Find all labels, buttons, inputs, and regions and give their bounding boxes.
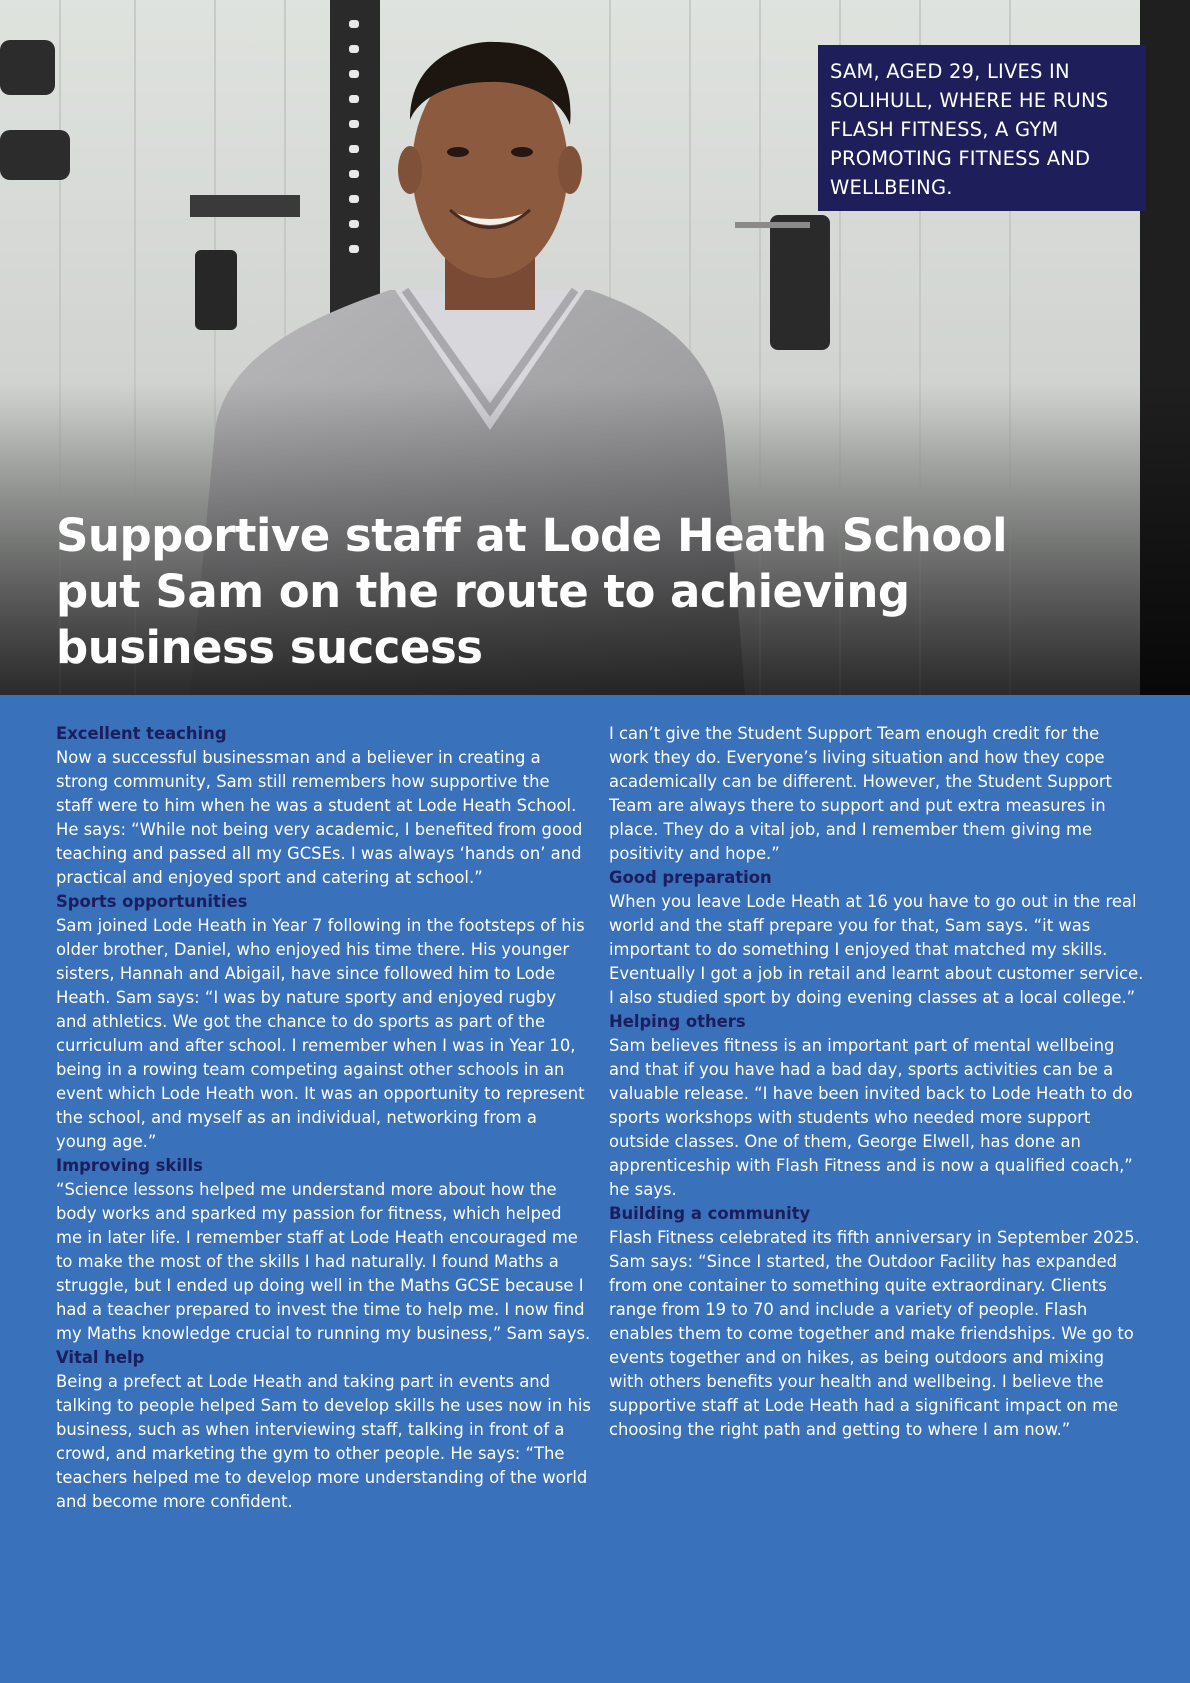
headline-line: business success <box>56 621 483 674</box>
headline-line: put Sam on the route to achieving <box>56 565 910 618</box>
section-body: Sam believes fitness is an important part of mental wellbeing and that if you have had a bad day, sports activities can be a valuable release. “I have been invited back to Lode Heath to do sports workshops with students who needed more support outside classes. One of them, George Elwell, has done an apprenticeship with Flash Fitness and is now a qualified coach,” he says. <box>609 1036 1133 1199</box>
section-heading: Excellent teaching <box>56 724 227 743</box>
section-body: Sam joined Lode Heath in Year 7 following in the footsteps of his older brother, Daniel, who enjoyed his time there. His younger sisters, Hannah and Abigail, have since followed him to Lode Heath. Sam says: “I was by nature sporty and enjoyed rugby and athletics. We got the chance to do sports as part of the curriculum and after school. I remember when I was in Year 10, being in a rowing team competing against other schools in an event which Lode Heath won. It was an opportunity to represent the school, and myself as an individual, networking from a young age.” <box>56 916 585 1151</box>
section-body: When you leave Lode Heath at 16 you have to go out in the real world and the staff prepare you for that, Sam says. “it was important to do something I enjoyed that matched my skills. Eventually I got a job in retail and learnt about customer service. I also studied sport by doing evening classes at a local college.” <box>609 892 1144 1007</box>
hero-section <box>0 0 1190 695</box>
section-body: “Science lessons helped me understand more about how the body works and sparked my passion for fitness, which helped me in later life. I remember staff at Lode Heath encouraged me to make the most of the skills I had naturally. I found Maths a struggle, but I ended up doing well in the Maths GCSE because I had a teacher prepared to invest the time to help me. I now find my Maths knowledge crucial to running my business,” Sam says. <box>56 1180 591 1343</box>
section-heading: Helping others <box>609 1012 746 1031</box>
section-body: Being a prefect at Lode Heath and taking part in events and talking to people helped Sam to develop skills he uses now in his business, such as when interviewing staff, talking in front of a crowd, and marketing the gym to other people. He says: “The teachers helped me to develop more understanding of the world and become more confident. <box>56 1372 591 1511</box>
section-heading: Building a community <box>609 1204 811 1223</box>
headline-line: Supportive staff at Lode Heath School <box>56 509 1008 562</box>
section-heading: Good preparation <box>609 868 772 887</box>
caption-box: SAM, AGED 29, LIVES IN SOLIHULL, WHERE HE RUNS FLASH FITNESS, A GYM PROMOTING FITNESS AND WELLBEING. <box>818 45 1146 211</box>
continued-paragraph: I can’t give the Student Support Team enough credit for the work they do. Everyone’s living situation and how they cope academically can be different. However, the Student Support Team are always there to support and put extra measures in place. They do a vital job, and I remember them giving me positivity and hope.” <box>609 724 1112 863</box>
page-headline <box>56 508 1056 676</box>
section-heading: Improving skills <box>56 1156 203 1175</box>
article-column-left <box>56 722 591 1514</box>
section-heading: Sports opportunities <box>56 892 248 911</box>
article-column-right <box>609 722 1144 1442</box>
section-body: Flash Fitness celebrated its fifth anniversary in September 2025. Sam says: “Since I started, the Outdoor Facility has expanded from one container to something quite extraordinary. Clients range from 19 to 70 and include a variety of people. Flash enables them to come together and make friendships. We go to events together and on hikes, as being outdoors and mixing with others benefits your health and wellbeing. I believe the supportive staff at Lode Heath had a significant impact on me choosing the right path and getting to where I am now.” <box>609 1228 1140 1439</box>
section-heading: Vital help <box>56 1348 145 1367</box>
section-body: Now a successful businessman and a believer in creating a strong community, Sam still remembers how supportive the staff were to him when he was a student at Lode Heath School. He says: “While not being very academic, I benefited from good teaching and passed all my GCSEs. I was always ‘hands on’ and practical and enjoyed sport and catering at school.” <box>56 748 583 887</box>
